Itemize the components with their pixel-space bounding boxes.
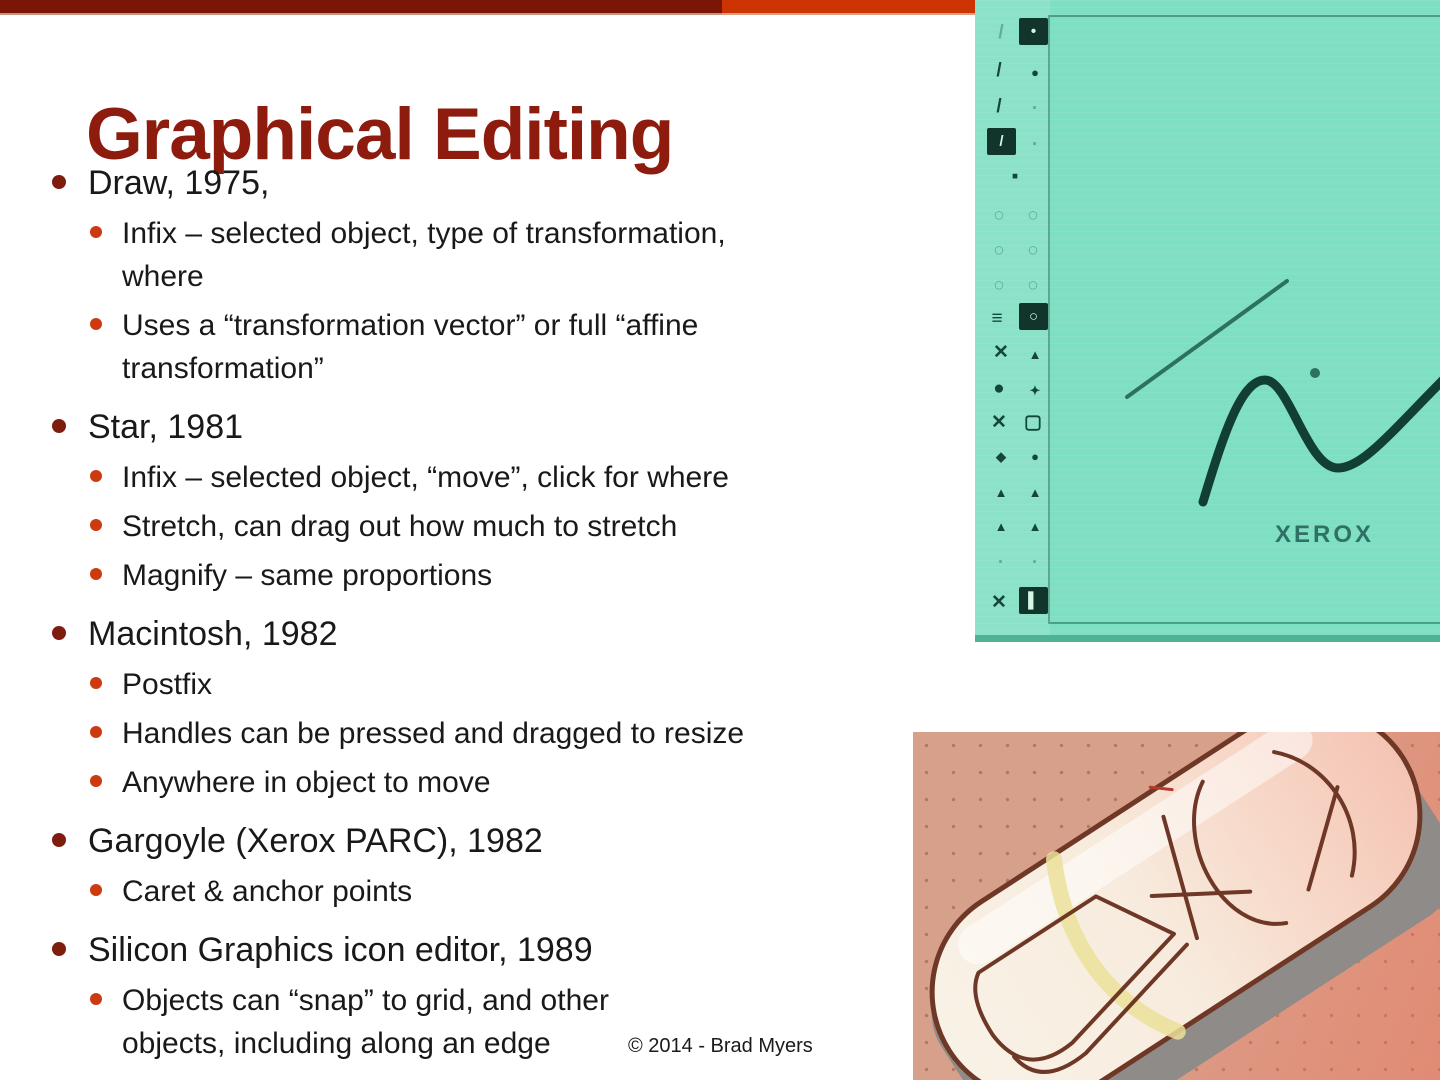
bullet-text: Stretch, can drag out how much to stretch (122, 510, 678, 543)
bullet-text: Draw, 1975, (88, 164, 270, 202)
star-toolbar-icon: · (997, 551, 1005, 573)
capsule-shape (913, 732, 1440, 1080)
bullet-dot (52, 942, 66, 956)
star-toolbar-icon: ▲ (1028, 346, 1042, 362)
bullet-dot (90, 470, 102, 482)
bullet-text: Infix – selected object, type of transformation, (122, 217, 726, 250)
star-toolbar-icon: ✦ (1029, 382, 1041, 398)
bullet-item (0, 761, 940, 804)
star-toolbar-icon: ✕ (991, 591, 1007, 613)
bullet-item (0, 611, 940, 657)
bullet-dot (90, 775, 102, 787)
bullet-dot (90, 884, 102, 896)
star-toolbar-icon: ○ (993, 239, 1005, 261)
bullet-item (0, 456, 940, 499)
star-toolbar-icon: ◆ (996, 448, 1006, 464)
star-toolbar-icon: ▲ (994, 484, 1008, 500)
star-toolbar-icon: ● (993, 377, 1005, 399)
top-bar-maroon (0, 0, 722, 15)
bullet-text: Uses a “transformation vector” or full “affine (122, 309, 699, 342)
bullet-text: Caret & anchor points (122, 875, 413, 908)
bullet-dot (52, 833, 66, 847)
bullet-text: Anywhere in object to move (122, 766, 491, 799)
bullet-text: Gargoyle (Xerox PARC), 1982 (88, 822, 543, 860)
xerox-star-screenshot (975, 0, 1440, 642)
bullet-dot (90, 677, 102, 689)
bullet-dot (90, 993, 102, 1005)
bullet-item (0, 927, 940, 973)
star-toolbar-icon: ○ (993, 204, 1005, 226)
star-toolbar-icon: ▲ (1028, 518, 1042, 534)
bullet-text: Macintosh, 1982 (88, 615, 338, 653)
star-toolbar-icon: ○ (1027, 204, 1039, 226)
star-drawing (975, 0, 1440, 642)
bullet-list (0, 160, 940, 1065)
xerox-logo-text: XEROX (1275, 521, 1375, 548)
bullet-text: Objects can “snap” to grid, and other (122, 984, 609, 1017)
star-toolbar-icon: ✕ (991, 411, 1007, 433)
dot-mark (1310, 368, 1320, 378)
star-toolbar-icon: ≡ (991, 307, 1003, 329)
star-toolbar-icon: • (1019, 18, 1048, 45)
bullet-dot (52, 175, 66, 189)
bullet-dot (90, 519, 102, 531)
bullet-item (0, 663, 940, 706)
star-toolbar-icon: ▌ (1019, 587, 1048, 614)
star-toolbar-icon: ○ (1027, 239, 1039, 261)
copyright-text: © 2014 - Brad Myers (628, 1035, 813, 1057)
bullet-item (0, 554, 940, 597)
top-bar-orange (722, 0, 975, 15)
star-toolbar-icon: ▲ (994, 518, 1008, 534)
bullet-item (0, 505, 940, 548)
sine-curve (1203, 378, 1440, 502)
bullet-dot (90, 226, 102, 238)
star-toolbar-icon: · (1031, 97, 1039, 119)
star-toolbar-icon: ● (1031, 64, 1039, 80)
star-toolbar-icon: · (1031, 551, 1039, 573)
bullet-dot (90, 318, 102, 330)
bullet-item (0, 404, 940, 450)
bullet-text: Magnify – same proportions (122, 559, 493, 592)
bullet-item (0, 818, 940, 864)
bullet-text: Handles can be pressed and dragged to resize (122, 717, 745, 750)
bullet-dot (90, 568, 102, 580)
bullet-text: objects, including along an edge (122, 1027, 551, 1060)
star-toolbar-icon: / (987, 128, 1016, 155)
bullet-item (0, 304, 940, 390)
bullet-item (0, 870, 940, 913)
bullet-dot (52, 626, 66, 640)
bullet-text: transformation” (122, 352, 324, 385)
star-toolbar-icon: ● (1031, 448, 1039, 464)
star-toolbar-icon: / (996, 95, 1002, 117)
bullet-item (0, 712, 940, 755)
star-toolbar-icon: ○ (1019, 303, 1048, 330)
star-toolbar-icon: ▪ (1011, 165, 1019, 187)
star-bottom-edge (975, 635, 1440, 642)
star-toolbar-icon: ✕ (993, 341, 1009, 363)
bullet-text: Postfix (122, 668, 213, 701)
star-toolbar-icon: ○ (993, 274, 1005, 296)
star-toolbar-icon: / (998, 21, 1004, 43)
bullet-text: Silicon Graphics icon editor, 1989 (88, 931, 593, 969)
sgi-icon-editor-photo (913, 732, 1440, 1080)
star-toolbar-icon: ▢ (1024, 411, 1042, 433)
star-toolbar-icon: / (996, 59, 1002, 81)
bullet-dot (90, 726, 102, 738)
bullet-text: where (122, 260, 204, 293)
bullet-text: Star, 1981 (88, 408, 244, 446)
bullet-item (0, 212, 940, 298)
star-toolbar-icon: ▲ (1028, 484, 1042, 500)
page-title: Graphical Editing (86, 93, 674, 175)
star-toolbar-icon: ○ (1027, 274, 1039, 296)
star-toolbar-icon: · (1031, 133, 1039, 155)
bullet-dot (52, 419, 66, 433)
bullet-item (0, 160, 940, 206)
bullet-text: Infix – selected object, “move”, click for where (122, 461, 729, 494)
sgi-drawing (913, 732, 1440, 1080)
